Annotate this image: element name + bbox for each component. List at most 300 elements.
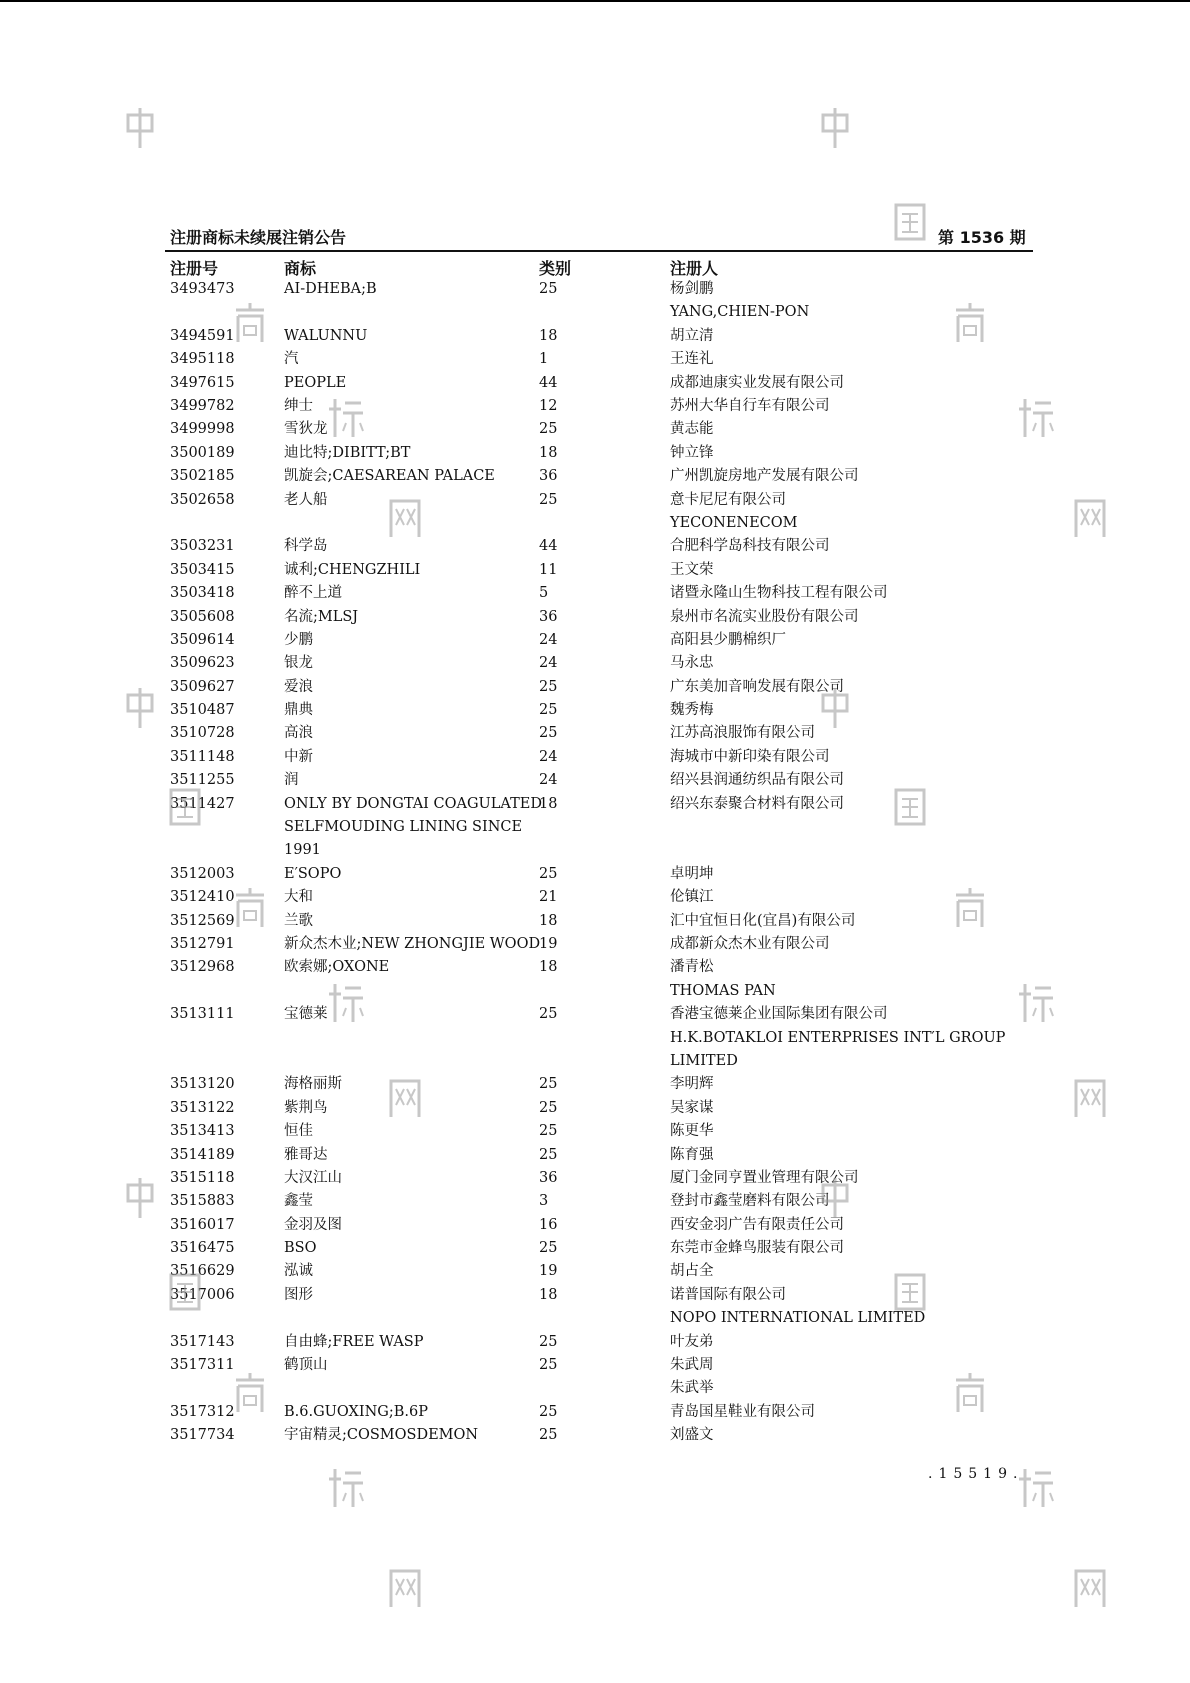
trademark-line: 迪比特;DIBITT;BT xyxy=(284,444,411,461)
registrant-name xyxy=(670,1260,714,1283)
trademark-name xyxy=(284,348,299,371)
trademark-name xyxy=(284,956,389,979)
class-number: 21 xyxy=(539,889,558,906)
class-number: 25 xyxy=(539,1099,558,1116)
registration-number: 3503418 xyxy=(170,585,235,602)
trademark-name xyxy=(284,395,313,418)
registrant-line: H.K.BOTAKLOI ENTERPRISES INT′L GROUP xyxy=(670,1029,1006,1046)
registration-number: 3512791 xyxy=(170,935,235,952)
class-number: 18 xyxy=(539,327,558,344)
registrant-name xyxy=(670,582,888,605)
registrant-line: 杨剑鹏 xyxy=(670,281,714,297)
registrant-line: 青岛国星鞋业有限公司 xyxy=(670,1403,815,1420)
registration-number: 3512003 xyxy=(170,865,235,882)
class-number: 11 xyxy=(539,561,558,578)
table-row xyxy=(0,1190,1190,1213)
registrant-line: 陈育强 xyxy=(670,1146,714,1163)
trademark-name xyxy=(284,278,377,301)
class-number: 25 xyxy=(539,281,558,297)
guo-watermark-icon xyxy=(890,200,930,246)
registrant-name xyxy=(670,1144,714,1167)
registrant-name xyxy=(670,746,830,769)
column-header-reg-no: 注册号 xyxy=(170,259,219,278)
table-row xyxy=(0,1354,1190,1401)
class-number: 25 xyxy=(539,678,558,695)
column-header-mark: 商标 xyxy=(284,259,317,278)
trademark-line: 泓诚 xyxy=(284,1263,313,1280)
trademark-line: 凯旋会;CAESAREAN PALACE xyxy=(284,468,495,485)
trademark-name xyxy=(284,1073,342,1096)
trademark-line: 大和 xyxy=(284,889,313,906)
registration-number: 3513413 xyxy=(170,1123,235,1140)
table-row xyxy=(0,956,1190,1003)
registrant-line: 绍兴县润通纺织品有限公司 xyxy=(670,772,844,789)
registration-number: 3493473 xyxy=(170,281,235,297)
registrant-name xyxy=(670,278,809,325)
class-number: 25 xyxy=(539,1240,558,1257)
wang-watermark-icon xyxy=(1070,1075,1110,1121)
registration-number: 3517734 xyxy=(170,1427,235,1444)
registrant-line: 诺普国际有限公司 xyxy=(670,1286,786,1303)
registrant-name xyxy=(670,418,714,441)
class-number: 36 xyxy=(539,468,558,485)
registrant-name xyxy=(670,793,844,816)
shang-watermark-icon xyxy=(230,885,270,931)
registrant-line: 朱武举 xyxy=(670,1380,714,1397)
registrant-line: 魏秀梅 xyxy=(670,702,714,719)
guo-watermark-icon xyxy=(165,1270,205,1316)
class-number: 25 xyxy=(539,1427,558,1444)
trademark-name xyxy=(284,1144,328,1167)
registrant-line: 黄志能 xyxy=(670,421,714,438)
registrant-name xyxy=(670,1401,815,1424)
registration-number: 3509623 xyxy=(170,655,235,672)
trademark-name xyxy=(284,1167,342,1190)
trademark-line: PEOPLE xyxy=(284,374,347,391)
trademark-name xyxy=(284,606,358,629)
class-number: 18 xyxy=(539,795,558,812)
registration-number: 3515883 xyxy=(170,1193,235,1210)
trademark-name xyxy=(284,1401,428,1424)
registration-number: 3509614 xyxy=(170,631,235,648)
table-row xyxy=(0,722,1190,745)
trademark-name xyxy=(284,465,495,488)
class-number: 19 xyxy=(539,1263,558,1280)
registration-number: 3502185 xyxy=(170,468,235,485)
registrant-name xyxy=(670,769,844,792)
biao-watermark-icon xyxy=(325,980,365,1026)
registration-number: 3517312 xyxy=(170,1403,235,1420)
registrant-line: 广东美加音响发展有限公司 xyxy=(670,678,844,695)
trademark-line: 金羽及图 xyxy=(284,1216,342,1233)
wang-watermark-icon xyxy=(385,495,425,541)
registrant-line: 意卡尼尼有限公司 xyxy=(670,491,786,508)
registrant-name xyxy=(670,956,776,1003)
registrant-name xyxy=(670,933,830,956)
registration-number: 3516017 xyxy=(170,1216,235,1233)
registrant-line: YECONENECOM xyxy=(670,514,798,531)
registrant-name xyxy=(670,629,786,652)
trademark-line: 宇宙精灵;COSMOSDEMON xyxy=(284,1427,479,1444)
trademark-line: 欧索娜;OXONE xyxy=(284,959,390,976)
registration-number: 3516629 xyxy=(170,1263,235,1280)
registrant-name xyxy=(670,699,714,722)
announcement-title: 注册商标未续展注销公告 xyxy=(170,228,347,247)
registrant-name xyxy=(670,535,830,558)
table-row xyxy=(0,863,1190,886)
guo-watermark-icon xyxy=(890,1270,930,1316)
biao-watermark-icon xyxy=(1015,980,1055,1026)
trademark-line: WALUNNU xyxy=(284,327,368,344)
trademark-name xyxy=(284,652,313,675)
class-number: 18 xyxy=(539,912,558,929)
table-row xyxy=(0,629,1190,652)
class-number: 25 xyxy=(539,865,558,882)
registrant-line: THOMAS PAN xyxy=(670,982,776,999)
class-number: 25 xyxy=(539,421,558,438)
registrant-line: 吴家谋 xyxy=(670,1099,714,1116)
trademark-line: 雪狄龙 xyxy=(284,421,328,438)
registrant-name xyxy=(670,910,855,933)
biao-watermark-icon xyxy=(1015,1465,1055,1511)
wang-watermark-icon xyxy=(385,1075,425,1121)
zhong-watermark-icon xyxy=(120,685,160,731)
trademark-line: 爱浪 xyxy=(284,678,313,695)
registrant-line: 高阳县少鹏棉织厂 xyxy=(670,631,786,648)
registration-number: 3502658 xyxy=(170,491,235,508)
table-row xyxy=(0,1167,1190,1190)
trademark-name xyxy=(284,769,299,792)
trademark-line: 图形 xyxy=(284,1286,313,1303)
registrant-name xyxy=(670,722,815,745)
trademark-name xyxy=(284,1003,328,1026)
trademark-name xyxy=(284,1190,313,1213)
shang-watermark-icon xyxy=(950,300,990,346)
trademark-line: 诚利;CHENGZHILI xyxy=(284,561,421,578)
registrant-line: 东莞市金蜂鸟服装有限公司 xyxy=(670,1240,844,1257)
registrant-name xyxy=(670,652,714,675)
registration-number: 3510728 xyxy=(170,725,235,742)
trademark-name xyxy=(284,372,346,395)
trademark-line: 紫荆鸟 xyxy=(284,1099,328,1116)
trademark-name xyxy=(284,325,367,348)
registrant-line: 泉州市名流实业股份有限公司 xyxy=(670,608,859,625)
registrant-name xyxy=(670,1331,714,1354)
registrant-line: 刘盛文 xyxy=(670,1427,714,1444)
registrant-name xyxy=(670,1120,714,1143)
registration-number: 3499782 xyxy=(170,397,235,414)
table-row xyxy=(0,535,1190,558)
class-number: 19 xyxy=(539,935,558,952)
wang-watermark-icon xyxy=(1070,495,1110,541)
registrant-line: 广州凯旋房地产发展有限公司 xyxy=(670,468,859,485)
registrant-line: 钟立锋 xyxy=(670,444,714,461)
table-row xyxy=(0,465,1190,488)
class-number: 25 xyxy=(539,1357,558,1374)
class-number: 44 xyxy=(539,374,558,391)
table-row xyxy=(0,699,1190,722)
registrant-name xyxy=(670,489,798,536)
registration-number: 3495118 xyxy=(170,351,235,368)
table-row xyxy=(0,1237,1190,1260)
registrant-line: 马永忠 xyxy=(670,655,714,672)
header-divider xyxy=(165,250,1033,252)
page-number: .15519. xyxy=(928,1466,1024,1482)
class-number: 25 xyxy=(539,1333,558,1350)
class-number: 1 xyxy=(539,351,549,368)
registrant-name xyxy=(670,1237,844,1260)
trademark-line: 大汉江山 xyxy=(284,1169,342,1186)
trademark-line: 老人船 xyxy=(284,491,328,508)
registrant-name xyxy=(670,372,844,395)
trademark-name xyxy=(284,1097,328,1120)
registration-number: 3509627 xyxy=(170,678,235,695)
trademark-name xyxy=(284,489,328,512)
registrant-line: 伦镇江 xyxy=(670,889,714,906)
registration-number: 3513120 xyxy=(170,1076,235,1093)
trademark-name xyxy=(284,1120,313,1143)
registrant-line: 西安金羽广告有限责任公司 xyxy=(670,1216,844,1233)
trademark-name xyxy=(284,535,328,558)
table-row xyxy=(0,418,1190,441)
table-row xyxy=(0,1424,1190,1447)
zhong-watermark-icon xyxy=(815,105,855,151)
trademark-line: 中新 xyxy=(284,748,313,765)
registrant-line: 李明辉 xyxy=(670,1076,714,1093)
class-number: 36 xyxy=(539,608,558,625)
registrant-line: 胡立清 xyxy=(670,327,714,344)
registration-number: 3511148 xyxy=(170,748,235,765)
wang-watermark-icon xyxy=(385,1565,425,1611)
trademark-line: 高浪 xyxy=(284,725,313,742)
registrant-line: 苏州大华自行车有限公司 xyxy=(670,397,830,414)
registrant-line: 朱武周 xyxy=(670,1357,714,1374)
class-number: 25 xyxy=(539,1006,558,1023)
table-row xyxy=(0,1097,1190,1120)
registrant-line: 香港宝德莱企业国际集团有限公司 xyxy=(670,1006,888,1023)
trademark-name xyxy=(284,1237,316,1260)
registration-number: 3512968 xyxy=(170,959,235,976)
biao-watermark-icon xyxy=(325,1465,365,1511)
registration-number: 3517006 xyxy=(170,1286,235,1303)
class-number: 24 xyxy=(539,655,558,672)
registration-number: 3514189 xyxy=(170,1146,235,1163)
registrant-line: 王文荣 xyxy=(670,561,714,578)
trademark-name xyxy=(284,1214,342,1237)
trademark-name xyxy=(284,746,313,769)
registrant-name xyxy=(670,1003,1005,1073)
biao-watermark-icon xyxy=(325,395,365,441)
table-row xyxy=(0,582,1190,605)
registrant-name xyxy=(670,395,830,418)
registrant-line: 成都迪康实业发展有限公司 xyxy=(670,374,844,391)
registrant-name xyxy=(670,348,714,371)
trademark-line: 海格丽斯 xyxy=(284,1076,342,1093)
trademark-name xyxy=(284,418,328,441)
guo-watermark-icon xyxy=(890,785,930,831)
trademark-name xyxy=(284,582,342,605)
registrant-line: 胡占全 xyxy=(670,1263,714,1280)
table-row xyxy=(0,1073,1190,1096)
registration-number: 3517143 xyxy=(170,1333,235,1350)
registration-number: 3510487 xyxy=(170,702,235,719)
registrant-line: 潘青松 xyxy=(670,959,714,976)
guo-watermark-icon xyxy=(165,785,205,831)
registration-number: 3513111 xyxy=(170,1006,235,1023)
zhong-watermark-icon xyxy=(120,105,160,151)
registrant-name xyxy=(670,465,859,488)
trademark-line: 雅哥达 xyxy=(284,1146,328,1163)
class-number: 25 xyxy=(539,1076,558,1093)
trademark-line: 润 xyxy=(284,772,299,789)
trademark-name xyxy=(284,676,313,699)
table-row xyxy=(0,278,1190,325)
registrant-name xyxy=(670,1073,714,1096)
registrant-line: 陈更华 xyxy=(670,1123,714,1140)
trademark-line: 自由蜂;FREE WASP xyxy=(284,1333,424,1350)
registrant-line: 诸暨永隆山生物科技工程有限公司 xyxy=(670,585,888,602)
trademark-line: E′SOPO xyxy=(284,865,342,882)
registrant-name xyxy=(670,1097,714,1120)
biao-watermark-icon xyxy=(1015,395,1055,441)
trademark-name xyxy=(284,910,313,933)
table-row xyxy=(0,559,1190,582)
shang-watermark-icon xyxy=(230,1370,270,1416)
class-number: 25 xyxy=(539,702,558,719)
registrant-line: 成都新众杰木业有限公司 xyxy=(670,935,830,952)
table-row xyxy=(0,1214,1190,1237)
registrant-line: 登封市鑫莹磨料有限公司 xyxy=(670,1193,830,1210)
table-row xyxy=(0,348,1190,371)
trademark-name xyxy=(284,1284,313,1307)
table-row xyxy=(0,886,1190,909)
trademark-line: 醉不上道 xyxy=(284,585,342,602)
registration-number: 3513122 xyxy=(170,1099,235,1116)
table-row xyxy=(0,933,1190,956)
registration-number: 3512569 xyxy=(170,912,235,929)
table-row xyxy=(0,1120,1190,1143)
shang-watermark-icon xyxy=(230,300,270,346)
registrant-line: YANG,CHIEN-PON xyxy=(670,304,810,321)
registrant-line: 海城市中新印染有限公司 xyxy=(670,748,830,765)
column-header-registrant: 注册人 xyxy=(670,259,719,278)
registrant-line: LIMITED xyxy=(670,1052,738,1069)
registrant-name xyxy=(670,886,714,909)
trademark-line: 新众杰木业;NEW ZHONGJIE WOOD xyxy=(284,935,541,952)
table-row xyxy=(0,395,1190,418)
trademark-name xyxy=(284,559,420,582)
issue-number: 第 1536 期 xyxy=(938,228,1026,247)
registration-number: 3512410 xyxy=(170,889,235,906)
trademark-line: BSO xyxy=(284,1240,317,1257)
class-number: 25 xyxy=(539,725,558,742)
class-number: 18 xyxy=(539,1286,558,1303)
trademark-line: 少鹏 xyxy=(284,631,313,648)
class-number: 25 xyxy=(539,1123,558,1140)
class-number: 18 xyxy=(539,959,558,976)
class-number: 24 xyxy=(539,772,558,789)
class-number: 24 xyxy=(539,748,558,765)
trademark-name xyxy=(284,442,410,465)
trademark-line: 名流;MLSJ xyxy=(284,608,359,625)
column-header-class: 类别 xyxy=(539,259,572,278)
trademark-line: 兰歌 xyxy=(284,912,313,929)
class-number: 12 xyxy=(539,397,558,414)
trademark-name xyxy=(284,1260,313,1283)
class-number: 16 xyxy=(539,1216,558,1233)
registrant-line: 叶友弟 xyxy=(670,1333,714,1350)
trademark-name xyxy=(284,629,313,652)
registrant-line: 汇中宜恒日化(宜昌)有限公司 xyxy=(670,912,856,929)
zhong-watermark-icon xyxy=(815,685,855,731)
registrant-line: 合肥科学岛科技有限公司 xyxy=(670,538,830,555)
table-row xyxy=(0,489,1190,536)
trademark-line: ONLY BY DONGTAI COAGULATED xyxy=(284,795,542,812)
trademark-line: 鑫莹 xyxy=(284,1193,313,1210)
trademark-line: 鼎典 xyxy=(284,702,313,719)
registration-number: 3497615 xyxy=(170,374,235,391)
registration-number: 3516475 xyxy=(170,1240,235,1257)
trademark-name xyxy=(284,886,313,909)
table-row xyxy=(0,372,1190,395)
table-row xyxy=(0,1401,1190,1424)
table-row xyxy=(0,442,1190,465)
table-row xyxy=(0,676,1190,699)
trademark-line: 绅士 xyxy=(284,397,313,414)
class-number: 44 xyxy=(539,538,558,555)
registration-number: 3503415 xyxy=(170,561,235,578)
class-number: 3 xyxy=(539,1193,549,1210)
registrant-name xyxy=(670,863,714,886)
trademark-name xyxy=(284,722,313,745)
table-row xyxy=(0,1144,1190,1167)
registrant-name xyxy=(670,1190,830,1213)
table-row xyxy=(0,1331,1190,1354)
registration-number: 3517311 xyxy=(170,1357,235,1374)
trademark-line: 汽 xyxy=(284,351,299,368)
class-number: 36 xyxy=(539,1169,558,1186)
registration-number: 3515118 xyxy=(170,1169,235,1186)
registration-number: 3499998 xyxy=(170,421,235,438)
trademark-line: 银龙 xyxy=(284,655,313,672)
trademark-name xyxy=(284,699,313,722)
trademark-name xyxy=(284,793,542,863)
class-number: 25 xyxy=(539,1146,558,1163)
trademark-line: 科学岛 xyxy=(284,538,328,555)
registrant-name xyxy=(670,606,859,629)
registrant-line: 江苏高浪服饰有限公司 xyxy=(670,725,815,742)
registrant-line: 王连礼 xyxy=(670,351,714,368)
wang-watermark-icon xyxy=(1070,1565,1110,1611)
trademark-line: 鹤顶山 xyxy=(284,1357,328,1374)
trademark-name xyxy=(284,1354,328,1377)
table-row xyxy=(0,606,1190,629)
registrant-name xyxy=(670,1424,714,1447)
registrant-line: 卓明坤 xyxy=(670,865,714,882)
table-row xyxy=(0,325,1190,348)
zhong-watermark-icon xyxy=(120,1175,160,1221)
trademark-line: 宝德莱 xyxy=(284,1006,328,1023)
registration-number: 3511255 xyxy=(170,772,235,789)
table-row xyxy=(0,652,1190,675)
trademark-name xyxy=(284,933,540,956)
class-number: 25 xyxy=(539,1403,558,1420)
class-number: 24 xyxy=(539,631,558,648)
trademark-name xyxy=(284,1424,478,1447)
table-row xyxy=(0,910,1190,933)
registrant-line: NOPO INTERNATIONAL LIMITED xyxy=(670,1310,926,1327)
trademark-line: 恒佳 xyxy=(284,1123,313,1140)
